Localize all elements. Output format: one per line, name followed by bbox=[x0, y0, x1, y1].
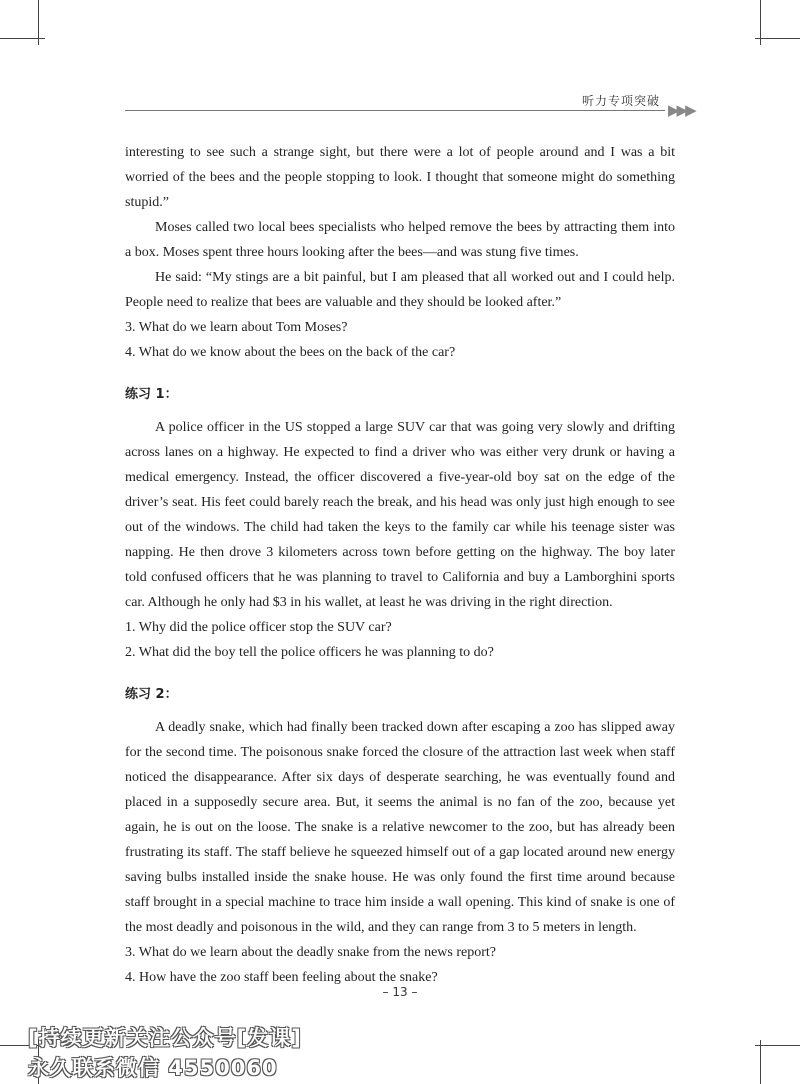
crop-mark-bottom-right-v bbox=[760, 1040, 761, 1084]
question: 1. Why did the police officer stop the SUV car? bbox=[125, 620, 392, 635]
question: 3. What do we learn about the deadly snake from the news report? bbox=[125, 945, 496, 960]
crop-mark-top-right-h bbox=[755, 38, 800, 39]
header-rule bbox=[125, 110, 665, 111]
exercise-1-passage: A police officer in the US stopped a large SUV car that was going very slowly and drifting across lanes on a highway. He expected to find a driver who was either very drunk or having a medical emergency. Instead, the officer discovered a five-year-old boy sat on the edge of the driver’s seat. His feet could barely reach the break, and his head was only just high enough to see out of the windows. The child had taken the keys to the family car while his teenage sister was napping. He then drove 3 kilometers across town before getting on the highway. The boy later told confused officers that he was planning to travel to California and buy a Lamborghini sports car. Although he only had $3 in his wallet, at least he was driving in the right direction. bbox=[125, 420, 675, 610]
crop-mark-top-left-h bbox=[0, 38, 45, 39]
paragraph: He said: “My stings are a bit painful, but I am pleased that all worked out and I could help. People need to realize that bees are valuable and they should be looked after.” bbox=[125, 270, 675, 310]
running-header-title: 听力专项突破 bbox=[581, 94, 660, 108]
paragraph: interesting to see such a strange sight, but there were a lot of people around and I was a bit worried of the bees and the people stopping to look. I thought that someone might do something stupid.” bbox=[125, 145, 675, 210]
question: 2. What did the boy tell the police officers he was planning to do? bbox=[125, 645, 494, 660]
question: 4. What do we know about the bees on the back of the car? bbox=[125, 345, 456, 360]
question: 4. How have the zoo staff been feeling about the snake? bbox=[125, 970, 438, 985]
page-content bbox=[125, 140, 675, 990]
exercise-2-heading: 练习 2： bbox=[125, 687, 178, 702]
paragraph: Moses called two local bees specialists who helped remove the bees by attracting them into a box. Moses spent three hours looking after the bees—and was stung five times. bbox=[125, 220, 675, 260]
header-arrows-icon: ▶▶▶ bbox=[668, 101, 694, 119]
crop-mark-bottom-right-h bbox=[755, 1045, 800, 1046]
watermark-line-1: [持续更新关注公众号[发课] bbox=[28, 1026, 302, 1050]
question: 3. What do we learn about Tom Moses? bbox=[125, 320, 348, 335]
exercise-1-heading: 练习 1： bbox=[125, 387, 178, 402]
exercise-2-passage: A deadly snake, which had finally been tracked down after escaping a zoo has slipped away for the second time. The poisonous snake forced the closure of the attraction last week when staff noticed the disappearance. After six days of desperate searching, he was eventually found and placed in a supposedly secure area. But, it seems the animal is no fan of the zoo, because yet again, he is out on the loose. The snake is a relative newcomer to the zoo, but has already been frustrating its staff. The staff believe he squeezed himself out of a gap located around new energy saving bulbs installed inside the snake house. He was only found the first time around because staff brought in a special machine to trace him inside a wall opening. This kind of snake is one of the most deadly and poisonous in the wild, and they can range from 3 to 5 meters in length. bbox=[125, 720, 675, 935]
watermark-line-2: 永久联系微信 4550060 bbox=[28, 1056, 278, 1080]
page-number: – 13 – bbox=[382, 985, 418, 999]
